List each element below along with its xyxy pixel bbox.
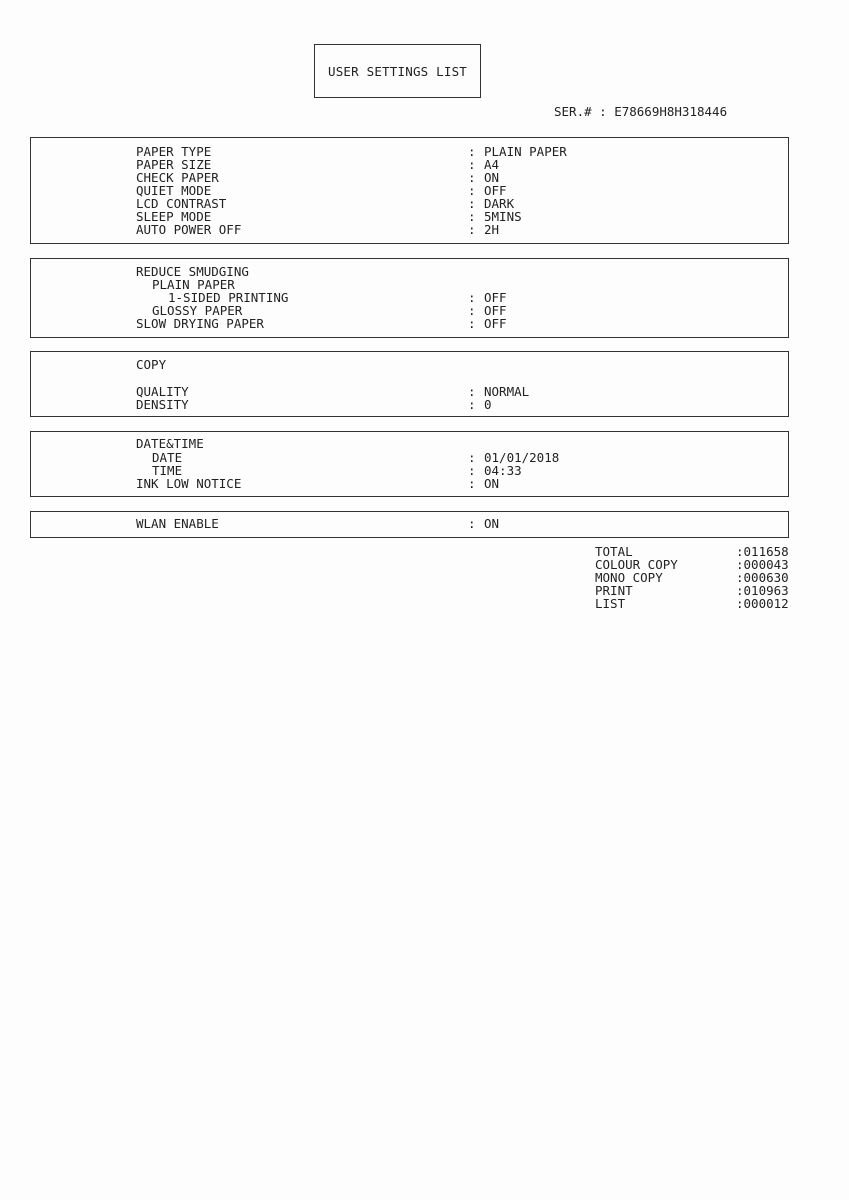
setting-value: 0 bbox=[484, 397, 492, 412]
setting-value: DARK bbox=[484, 196, 515, 211]
date-time-section bbox=[30, 431, 789, 497]
setting-colon: : bbox=[468, 196, 476, 211]
counter-label: COLOUR COPY bbox=[595, 557, 678, 572]
setting-value: OFF bbox=[484, 183, 507, 198]
setting-label: QUIET MODE bbox=[136, 183, 212, 198]
setting-label: DENSITY bbox=[136, 397, 189, 412]
setting-label: QUALITY bbox=[136, 384, 189, 399]
setting-colon: : bbox=[468, 463, 476, 478]
setting-value: 04:33 bbox=[484, 463, 522, 478]
counter-value: :000630 bbox=[736, 570, 789, 585]
setting-colon: : bbox=[468, 384, 476, 399]
setting-value: OFF bbox=[484, 290, 507, 305]
setting-colon: : bbox=[468, 290, 476, 305]
setting-colon: : bbox=[468, 397, 476, 412]
setting-label: INK LOW NOTICE bbox=[136, 476, 242, 491]
setting-label: LCD CONTRAST bbox=[136, 196, 227, 211]
setting-value: 5MINS bbox=[484, 209, 522, 224]
setting-value: 01/01/2018 bbox=[484, 450, 560, 465]
setting-value: 2H bbox=[484, 222, 500, 237]
setting-label: SLOW DRYING PAPER bbox=[136, 316, 264, 331]
setting-label: DATE bbox=[152, 450, 183, 465]
copy-section bbox=[30, 351, 789, 417]
setting-colon: : bbox=[468, 303, 476, 318]
setting-value: NORMAL bbox=[484, 384, 530, 399]
counter-label: LIST bbox=[595, 596, 626, 611]
counter-value: :000043 bbox=[736, 557, 789, 572]
wlan-section bbox=[30, 511, 789, 538]
setting-label: TIME bbox=[152, 463, 183, 478]
subsection-heading: PLAIN PAPER bbox=[152, 277, 235, 292]
setting-colon: : bbox=[468, 316, 476, 331]
setting-label: GLOSSY PAPER bbox=[152, 303, 243, 318]
setting-colon: : bbox=[468, 170, 476, 185]
counter-label: MONO COPY bbox=[595, 570, 663, 585]
setting-colon: : bbox=[468, 222, 476, 237]
setting-label: AUTO POWER OFF bbox=[136, 222, 242, 237]
counter-label: PRINT bbox=[595, 583, 633, 598]
general-settings-section bbox=[30, 137, 789, 244]
reduce-smudging-section bbox=[30, 258, 789, 338]
setting-value: A4 bbox=[484, 157, 500, 172]
setting-colon: : bbox=[468, 476, 476, 491]
setting-colon: : bbox=[468, 516, 476, 531]
counter-value: :000012 bbox=[736, 596, 789, 611]
setting-colon: : bbox=[468, 144, 476, 159]
section-heading: COPY bbox=[136, 357, 167, 372]
setting-label: PAPER TYPE bbox=[136, 144, 212, 159]
counter-value: :010963 bbox=[736, 583, 789, 598]
setting-label: PAPER SIZE bbox=[136, 157, 212, 172]
setting-value: ON bbox=[484, 476, 500, 491]
setting-label: 1-SIDED PRINTING bbox=[168, 290, 289, 305]
setting-label: CHECK PAPER bbox=[136, 170, 219, 185]
section-heading: REDUCE SMUDGING bbox=[136, 264, 249, 279]
serial-number: SER.# : E78669H8H318446 bbox=[554, 104, 728, 119]
counter-label: TOTAL bbox=[595, 544, 633, 559]
setting-colon: : bbox=[468, 450, 476, 465]
page-title-text: USER SETTINGS LIST bbox=[327, 63, 468, 79]
setting-value: PLAIN PAPER bbox=[484, 144, 567, 159]
setting-colon: : bbox=[468, 209, 476, 224]
setting-colon: : bbox=[468, 183, 476, 198]
counter-value: :011658 bbox=[736, 544, 789, 559]
setting-label: WLAN ENABLE bbox=[136, 516, 219, 531]
setting-colon: : bbox=[468, 157, 476, 172]
setting-value: ON bbox=[484, 516, 500, 531]
setting-value: ON bbox=[484, 170, 500, 185]
section-heading: DATE&TIME bbox=[136, 436, 204, 451]
page-title bbox=[314, 44, 481, 98]
setting-value: OFF bbox=[484, 316, 507, 331]
setting-value: OFF bbox=[484, 303, 507, 318]
setting-label: SLEEP MODE bbox=[136, 209, 212, 224]
